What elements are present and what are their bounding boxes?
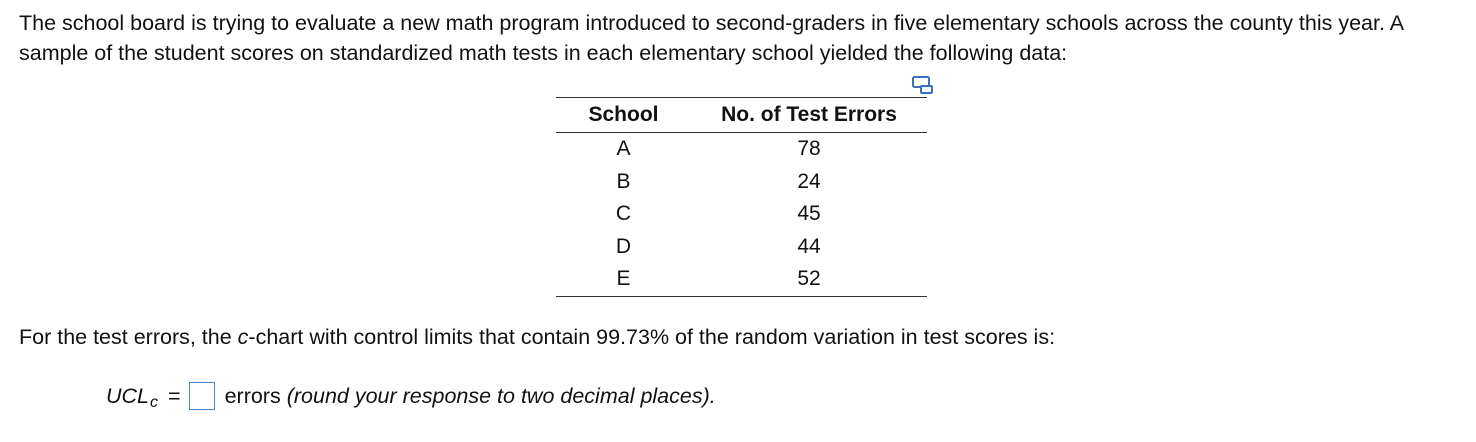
copy-data-icon[interactable] [912, 76, 934, 94]
question-pre: For the test errors, the [19, 325, 238, 349]
table-row [556, 263, 927, 296]
school-cell: D [615, 234, 632, 258]
table-row [556, 133, 927, 166]
errors-cell: 52 [797, 267, 821, 291]
errors-cell: 78 [797, 137, 821, 161]
school-cell: E [616, 267, 631, 291]
school-cell: A [616, 137, 631, 161]
answer-unit: errors [224, 384, 281, 408]
errors-cell: 44 [797, 234, 821, 258]
answer-row [106, 381, 716, 411]
table-row [556, 198, 927, 231]
rounding-hint: (round your response to two decimal places). [286, 384, 716, 408]
table-row [556, 166, 927, 199]
ucl-answer-input[interactable] [189, 382, 215, 410]
table-header-row [556, 98, 927, 133]
errors-cell: 45 [797, 202, 821, 226]
school-cell: C [615, 202, 632, 226]
problem-intro: The school board is trying to evaluate a new math program introduced to second-graders in five elementary schools across the county this year. A sample of the student scores on standardized math tests in each elementary school yielded the following data: [19, 11, 1403, 65]
header-school: School [588, 103, 659, 126]
table-row [556, 231, 927, 264]
school-cell: B [616, 169, 631, 193]
question-text [19, 322, 1055, 352]
ucl-label: UCL [106, 384, 150, 408]
ucl-subscript: c [150, 394, 159, 411]
errors-cell: 24 [797, 169, 821, 193]
chart-type: c [237, 325, 249, 349]
header-test-errors: No. of Test Errors [721, 103, 897, 126]
question-post: -chart with control limits that contain 99.73% of the random variation in test scores is: [248, 325, 1056, 349]
data-table [556, 97, 927, 297]
equals-sign: = [168, 384, 181, 408]
